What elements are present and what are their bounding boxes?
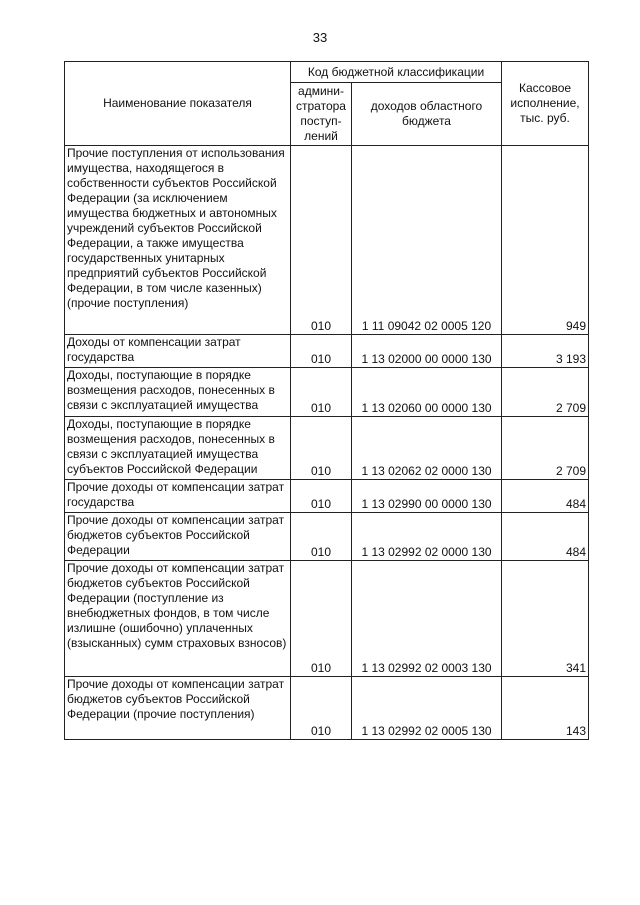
row-income-code: 1 13 02990 00 0000 130 [352, 480, 502, 513]
row-name: Доходы от компенсации затрат государства [65, 335, 291, 368]
row-amount: 341 [502, 561, 589, 677]
row-income-code: 1 13 02062 02 0000 130 [352, 417, 502, 480]
row-amount: 2 709 [502, 368, 589, 417]
row-amount: 484 [502, 513, 589, 561]
row-name: Прочие доходы от компенсации затрат бюджетов субъектов Российской Федерации (прочие поступления) [65, 677, 291, 740]
row-amount: 484 [502, 480, 589, 513]
table-row [65, 417, 589, 480]
page-number: 33 [312, 30, 328, 45]
row-name: Доходы, поступающие в порядке возмещения расходов, понесенных в связи с эксплуатацией имущества [65, 368, 291, 417]
table-row [65, 146, 589, 335]
header-indicator-name: Наименование показателя [65, 62, 291, 146]
header-regional-income: доходов областного бюджета [352, 83, 502, 146]
row-amount: 3 193 [502, 335, 589, 368]
row-amount: 143 [502, 677, 589, 740]
table-row [65, 480, 589, 513]
row-income-code: 1 13 02060 00 0000 130 [352, 368, 502, 417]
table-row [65, 368, 589, 417]
header-classification-code: Код бюджетной классификации [291, 62, 502, 83]
row-income-code: 1 13 02992 02 0005 130 [352, 677, 502, 740]
row-admin-code: 010 [291, 417, 352, 480]
row-admin-code: 010 [291, 561, 352, 677]
row-admin-code: 010 [291, 677, 352, 740]
row-income-code: 1 13 02000 00 0000 130 [352, 335, 502, 368]
table-row [65, 677, 589, 740]
row-name: Прочие доходы от компенсации затрат государства [65, 480, 291, 513]
table-row [65, 513, 589, 561]
row-amount: 949 [502, 146, 589, 335]
row-name: Доходы, поступающие в порядке возмещения расходов, понесенных в связи с эксплуатацией имущества субъектов Российской Федерации [65, 417, 291, 480]
budget-execution-table [64, 61, 589, 740]
row-admin-code: 010 [291, 513, 352, 561]
row-income-code: 1 11 09042 02 0005 120 [352, 146, 502, 335]
header-cash-execution: Кассовое исполнение, тыс. руб. [502, 62, 589, 146]
row-admin-code: 010 [291, 368, 352, 417]
row-income-code: 1 13 02992 02 0003 130 [352, 561, 502, 677]
header-administrator: админи-стратора поступ-лений [291, 83, 352, 146]
row-admin-code: 010 [291, 146, 352, 335]
row-admin-code: 010 [291, 335, 352, 368]
row-name: Прочие доходы от компенсации затрат бюджетов субъектов Российской Федерации (поступление из внебюджетных фондов, в том числе излишне (ошибочно) уплаченных (взысканных) сумм страховых взносов) [65, 561, 291, 677]
table-row [65, 561, 589, 677]
table-row [65, 335, 589, 368]
row-name: Прочие поступления от использования имущества, находящегося в собственности субъектов Российской Федерации (за исключением имущества бюджетных и автономных учреждений субъектов Российской Федерации, а также имущества государственных унитарных предприятий субъектов Российской Федерации, в том числе казенных) (прочие поступления) [65, 146, 291, 335]
row-income-code: 1 13 02992 02 0000 130 [352, 513, 502, 561]
row-admin-code: 010 [291, 480, 352, 513]
row-amount: 2 709 [502, 417, 589, 480]
row-name: Прочие доходы от компенсации затрат бюджетов субъектов Российской Федерации [65, 513, 291, 561]
